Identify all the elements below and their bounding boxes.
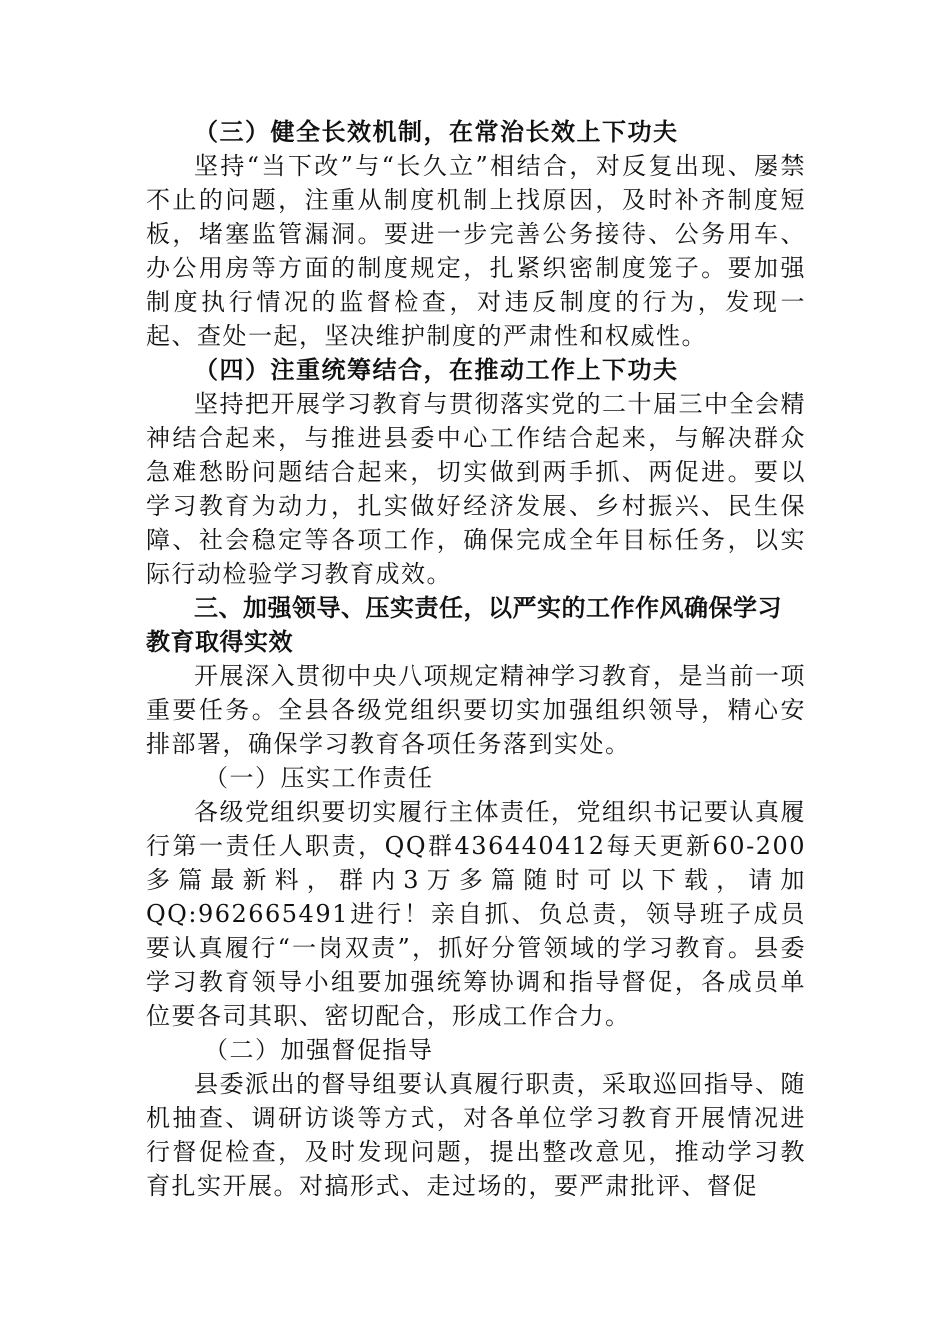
- subsection-body-2: 县委派出的督导组要认真履行职责，采取巡回指导、随机抽查、调研访谈等方式，对各单位学习教育开展情况进行督促检查，及时发现问题，提出整改意见，推动学习教育扎实开展。对搞形式、走过场的，要严肃批评、督促: [146, 1070, 806, 1200]
- section-heading-3: （三）健全长效机制，在常治长效上下功夫: [194, 117, 679, 146]
- section-body-4: 坚持把开展学习教育与贯彻落实党的二十届三中全会精神结合起来，与推进县委中心工作结合起来，与解决群众急难愁盼问题结合起来，切实做到两手抓、两促进。要以学习教育为动力，扎实做好经济发展、乡村振兴、民生保障、社会稳定等各项工作，确保完成全年目标任务，以实际行动检验学习教育成效。: [146, 390, 806, 588]
- section-body-3: 坚持“当下改”与“长久立”相结合，对反复出现、屡禁不止的问题，注重从制度机制上找原因，及时补齐制度短板，堵塞监管漏洞。要进一步完善公务接待、公务用车、办公用房等方面的制度规定，扎紧织密制度笼子。要加强制度执行情况的监督检查，对违反制度的行为，发现一起、查处一起，坚决维护制度的严肃性和权威性。: [146, 152, 806, 350]
- part-heading-3: 三、加强领导、压实责任，以严实的工作作风确保学习教育取得实效: [146, 594, 782, 656]
- section-heading-4: （四）注重统筹结合，在推动工作上下功夫: [194, 355, 679, 384]
- subsection-heading-1: （一）压实工作责任: [204, 764, 434, 792]
- part-body-3: 开展深入贯彻中央八项规定精神学习教育，是当前一项重要任务。全县各级党组织要切实加强组织领导，精心安排部署，确保学习教育各项任务落到实处。: [146, 662, 806, 758]
- document-page: [146, 115, 806, 1203]
- subsection-heading-2: （二）加强督促指导: [204, 1036, 434, 1064]
- subsection-body-1: 各级党组织要切实履行主体责任，党组织书记要认真履行第一责任人职责，QQ群436440412每天更新60-200多篇最新料，群内3万多篇随时可以下载，请加QQ:962665491进行！亲自抓、负总责，领导班子成员要认真履行“一岗双责”，抓好分管领域的学习教育。县委学习教育领导小组要加强统筹协调和指导督促，各成员单位要各司其职、密切配合，形成工作合力。: [146, 798, 806, 1030]
